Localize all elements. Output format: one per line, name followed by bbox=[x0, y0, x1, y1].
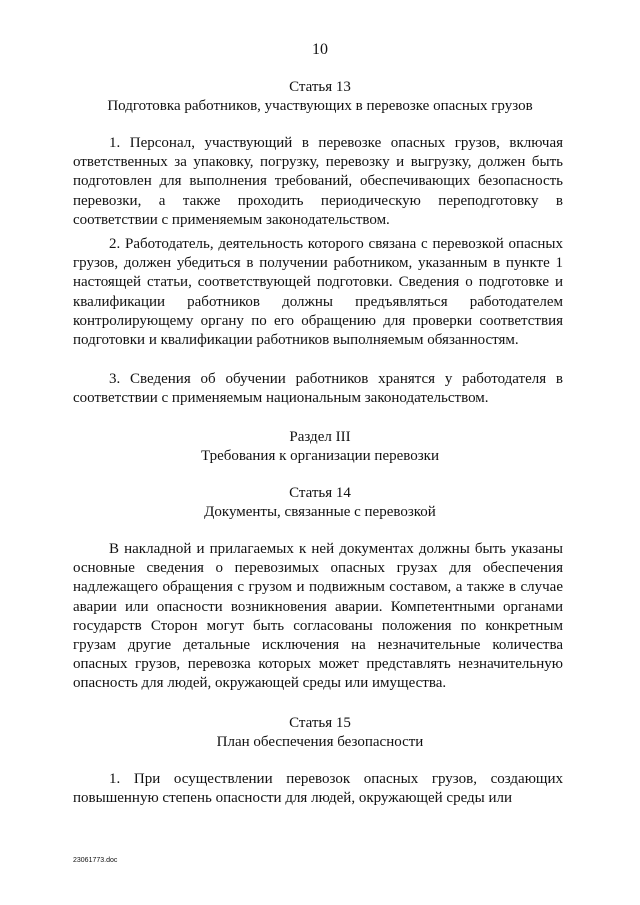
article-13-paragraph-1: 1. Персонал, участвующий в перевозке опасных грузов, включая ответственных за упаковку, погрузку, перевозку и выгрузку, должен быть подготовлен для выполнения требований, обеспечивающих безопасность перевозки, а также проходить периодическую переподготовку в соответствии с применяемым законодательством. bbox=[73, 135, 563, 228]
section-3-number: Раздел III bbox=[289, 429, 351, 445]
article-15-paragraph-1: 1. При осуществлении перевозок опасных грузов, создающих повышенную степень опасности для людей, окружающей среды или bbox=[73, 771, 563, 807]
article-13-paragraph-3: 3. Сведения об обучении работников хранятся у работодателя в соответствии с применяемым национальным законодательством. bbox=[73, 371, 563, 407]
article-14-number: Статья 14 bbox=[289, 485, 351, 501]
article-15-number: Статья 15 bbox=[289, 715, 351, 731]
section-3-title: Требования к организации перевозки bbox=[200, 448, 439, 464]
article-14-title: Документы, связанные с перевозкой bbox=[204, 504, 436, 520]
article-13-paragraph-2: 2. Работодатель, деятельность которого связана с перевозкой опасных грузов, должен убедиться в получении работником, указанным в пункте 1 настоящей статьи, соответствующей подготовки. Сведения о подготовке и квалификации работников должны предъявляться работодателем контролирующему органу по его обращению для проверки соответствия подготовки и квалификации работников выполняемым обязанностям. bbox=[73, 236, 563, 349]
article-14-paragraph-1: В накладной и прилагаемых к ней документах должны быть указаны основные сведения о перевозимых опасных грузах для обеспечения надлежащего обращения с грузом и подвижным составом, а также в случае аварии или опасности возникновения аварии. Компетентными органами государств Сторон могут быть согласованы положения по конкретным грузам другие детальные исключения на незначительные количества опасных грузов, перевозка которых может представлять незначительную опасность для людей, окружающей среды или имущества. bbox=[73, 541, 563, 692]
footer-filename: 23061773.doc bbox=[73, 857, 118, 864]
page-number: 10 bbox=[312, 41, 328, 58]
article-13-title: Подготовка работников, участвующих в перевозке опасных грузов bbox=[107, 98, 533, 114]
article-13-number: Статья 13 bbox=[289, 79, 351, 95]
article-15-title: План обеспечения безопасности bbox=[216, 734, 424, 750]
